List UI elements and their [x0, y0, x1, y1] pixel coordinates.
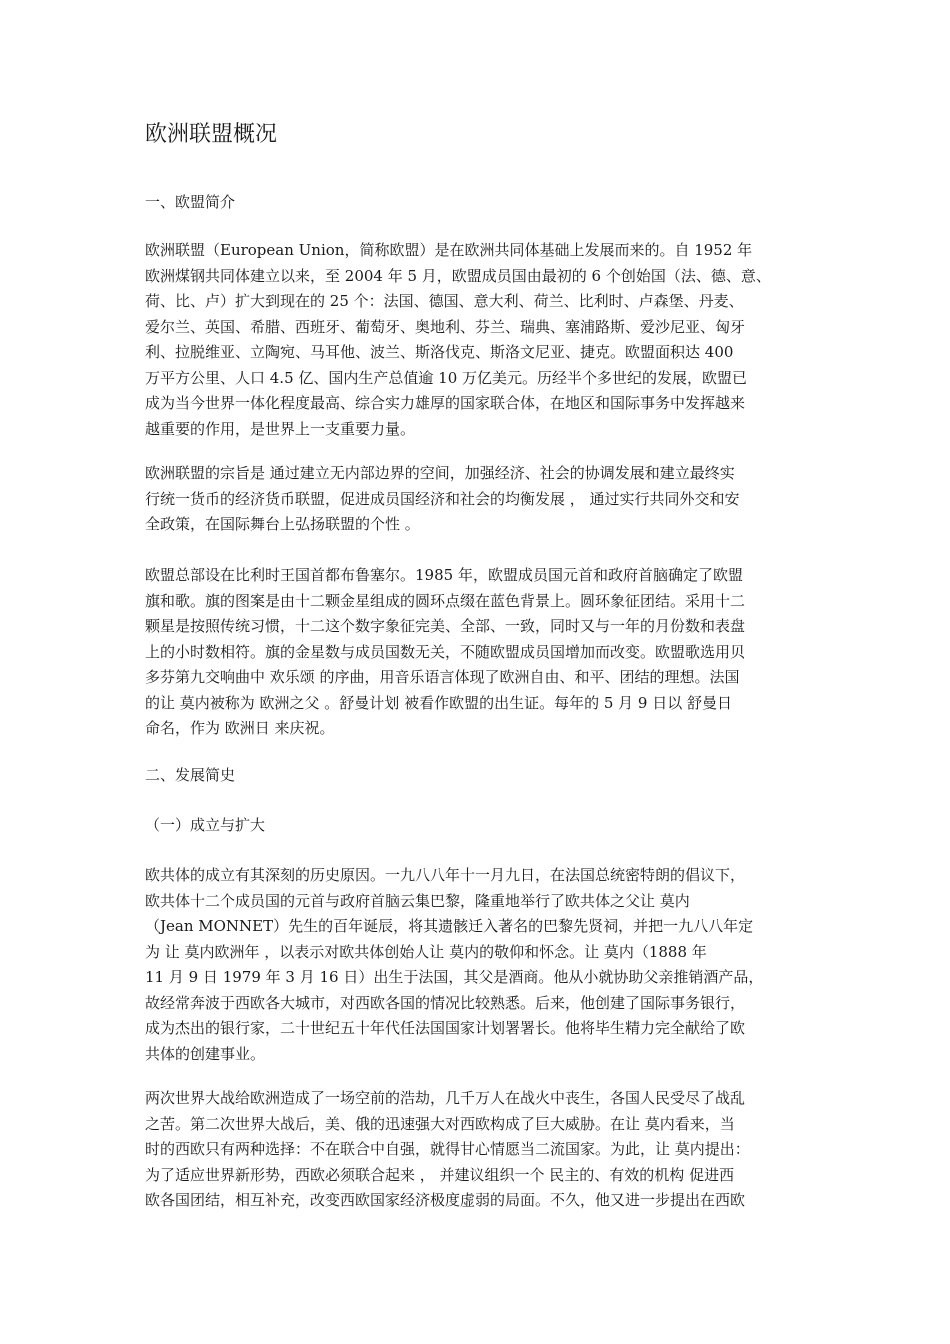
text-line: 欧洲联盟的宗旨是 通过建立无内部边界的空间，加强经济、社会的协调发展和建立最终实	[145, 464, 735, 482]
text-line: 的让 莫内被称为 欧洲之父 。舒曼计划 被看作欧盟的出生证。每年的 5 月 9 日以 舒曼日	[145, 693, 733, 712]
text-line: 欧共体十二个成员国的元首与政府首脑云集巴黎，隆重地举行了欧共体之父让 莫内	[145, 891, 690, 910]
text-line: 两次世界大战给欧洲造成了一场空前的浩劫，几千万人在战火中丧生，各国人民受尽了战乱	[145, 1089, 746, 1107]
text-line: 利、拉脱维亚、立陶宛、马耳他、波兰、斯洛伐克、斯洛文尼亚、捷克。欧盟面积达 400	[145, 343, 734, 361]
section-heading-history: 二、发展简史	[145, 766, 236, 784]
text-line: 欧洲联盟（European Union，简称欧盟）是在欧洲共同体基础上发展而来的。自 1952 年	[145, 241, 753, 259]
text-line: 全政策，在国际舞台上弘扬联盟的个性 。	[145, 515, 420, 533]
text-line: 欧各国团结，相互补充，改变西欧国家经济极度虚弱的局面。不久，他又进一步提出在西欧	[145, 1191, 746, 1209]
paragraph-eu-headquarters	[145, 563, 810, 742]
text-line: 爱尔兰、英国、希腊、西班牙、葡萄牙、奥地利、芬兰、瑞典、塞浦路斯、爱沙尼亚、匈牙	[145, 317, 746, 336]
text-line: 旗和歌。旗的图案是由十二颗金星组成的圆环点缀在蓝色背景上。圆环象征团结。采用十二	[145, 591, 746, 610]
text-line: 故经常奔波于西欧各大城市，对西欧各国的情况比较熟悉。后来，他创建了国际事务银行，	[145, 993, 746, 1012]
document-title: 欧洲联盟概况	[145, 122, 278, 147]
text-line: 11 月 9 日 1979 年 3 月 16 日）出生于法国，其父是酒商。他从小就协助父亲推销酒产品，	[145, 968, 764, 986]
text-line: 时的西欧只有两种选择：不在联合中自强，就得甘心情愿当二流国家。为此，让 莫内提出：	[145, 1140, 750, 1158]
text-line: 命名，作为 欧洲日 来庆祝。	[145, 719, 335, 737]
text-line: 成为杰出的银行家，二十世纪五十年代任法国国家计划署署长。他将毕生精力完全献给了欧	[145, 1019, 746, 1037]
text-line: 越重要的作用，是世界上一支重要力量。	[145, 419, 416, 438]
text-line: 为了适应世界新形势，西欧必须联合起来 ， 并建议组织一个 民主的、有效的机构 促进西	[145, 1165, 735, 1184]
subsection-heading-founding: （一）成立与扩大	[145, 816, 266, 834]
text-line: （Jean MONNET）先生的百年诞辰，将其遗骸迁入著名的巴黎先贤祠，并把一九八八年定	[145, 917, 754, 935]
text-line: 欧共体的成立有其深刻的历史原因。一九八八年十一月九日，在法国总统密特朗的倡议下，	[145, 866, 746, 884]
text-line: 欧盟总部设在比利时王国首都布鲁塞尔。1985 年，欧盟成员国元首和政府首脑确定了欧盟	[145, 566, 743, 584]
text-line: 荷、比、卢）扩大到现在的 25 个：法国、德国、意大利、荷兰、比利时、卢森堡、丹麦、	[145, 292, 744, 310]
text-line: 成为当今世界一体化程度最高、综合实力雄厚的国家联合体，在地区和国际事务中发挥越来	[145, 394, 746, 412]
paragraph-jean-monnet	[145, 863, 810, 1067]
paragraph-postwar-europe	[145, 1086, 810, 1214]
paragraph-eu-overview	[145, 238, 810, 442]
text-line: 万平方公里、人口 4.5 亿、国内生产总值逾 10 万亿美元。历经半个多世纪的发展，欧盟已	[145, 368, 748, 387]
text-line: 共体的创建事业。	[145, 1044, 266, 1063]
text-line: 欧洲煤钢共同体建立以来，至 2004 年 5 月，欧盟成员国由最初的 6 个创始国（法、德、意、	[145, 266, 771, 285]
text-line: 颗星是按照传统习惯，十二这个数字象征完美、全部、一致，同时又与一年的月份数和表盘	[145, 617, 746, 635]
text-line: 上的小时数相符。旗的金星数与成员国数无关，不随欧盟成员国增加而改变。欧盟歌选用贝	[145, 642, 746, 661]
section-heading-intro: 一、欧盟简介	[145, 193, 236, 211]
text-line: 行统一货币的经济货币联盟，促进成员国经济和社会的均衡发展 ， 通过实行共同外交和安	[145, 489, 740, 508]
text-line: 多芬第九交响曲中 欢乐颂 的序曲，用音乐语言体现了欧洲自由、和平、团结的理想。法国	[145, 668, 740, 686]
text-line: 为 让 莫内欧洲年 ，以表示对欧共体创始人让 莫内的敬仰和怀念。让 莫内（1888 年	[145, 942, 707, 961]
text-line: 之苦。第二次世界大战后，美、俄的迅速强大对西欧构成了巨大威胁。在让 莫内看来，当	[145, 1114, 735, 1133]
paragraph-eu-purpose	[145, 461, 810, 538]
